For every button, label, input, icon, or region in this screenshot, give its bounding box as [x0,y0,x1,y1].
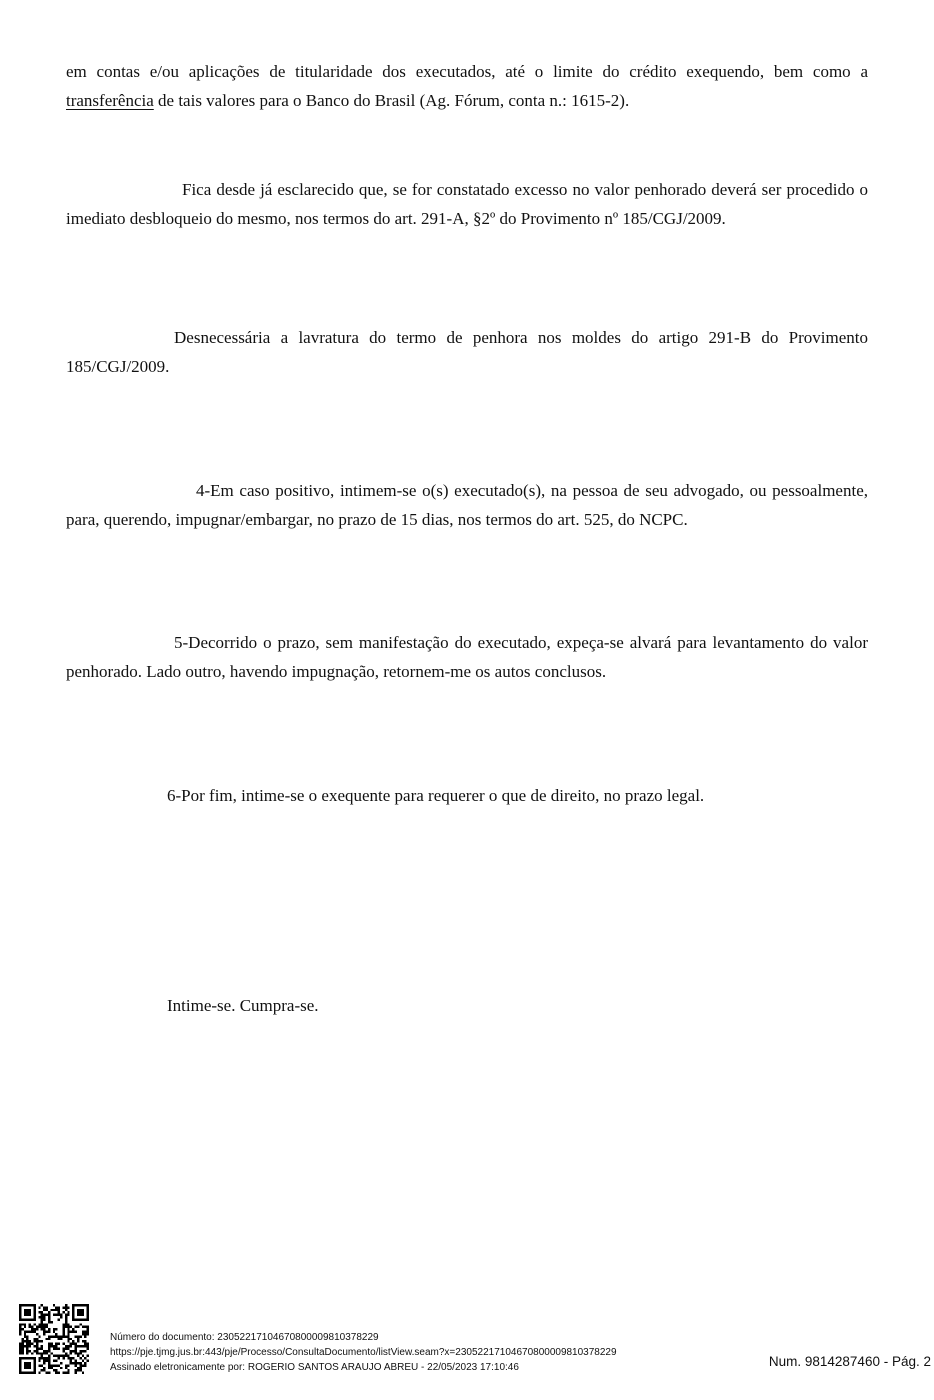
paragraph-2-text: Fica desde já esclarecido que, se for constatado excesso no valor penhorado deverá ser procedido o imediato desbloqueio do mesmo, nos termos do art. 291-A, §2º do Provimento nº 185/CGJ/2009. [66,180,868,228]
paragraph-3-text: Desnecessária a lavratura do termo de penhora nos moldes do artigo 291-B do Provimento 185/CGJ/2009. [66,328,868,376]
document-url: https://pje.tjmg.jus.br:443/pje/Processo/ConsultaDocumento/listView.seam?x=23052217104670800009810378229 [110,1347,617,1358]
paragraph-1-underlined-word: transferência [66,90,154,110]
paragraph-1-text-a: em contas e/ou aplicações de titularidade dos executados, até o limite do crédito exequendo, bem como a [66,62,868,81]
page-number: Num. 9814287460 - Pág. 2 [768,1354,931,1369]
paragraph-1-text-b: de tais valores para o Banco do Brasil (Ag. Fórum, conta n.: 1615-2). [153,90,630,110]
paragraph-4 [66,477,868,534]
paragraph-1 [66,58,868,115]
document-number: Número do documento: 23052217104670800009810378229 [110,1332,379,1343]
paragraph-2 [66,176,868,233]
document-footer [110,1330,617,1375]
paragraph-5 [66,629,868,686]
signature-line: Assinado eletronicamente por: ROGERIO SANTOS ARAUJO ABREU - 22/05/2023 17:10:46 [110,1362,519,1373]
paragraph-5-text: 5-Decorrido o prazo, sem manifestação do executado, expeça-se alvará para levantamento do valor penhorado. Lado outro, havendo impugnação, retornem-me os autos conclusos. [66,633,868,681]
closing-line: Intime-se. Cumpra-se. [167,996,319,1015]
paragraph-3 [66,324,868,381]
qr-code-icon [19,1304,89,1374]
paragraph-6: 6-Por fim, intime-se o exequente para requerer o que de direito, no prazo legal. [167,786,705,805]
paragraph-4-text: 4-Em caso positivo, intimem-se o(s) executado(s), na pessoa de seu advogado, ou pessoalmente, para, querendo, impugnar/embargar, no prazo de 15 dias, nos termos do art. 525, do NCPC. [66,481,868,529]
